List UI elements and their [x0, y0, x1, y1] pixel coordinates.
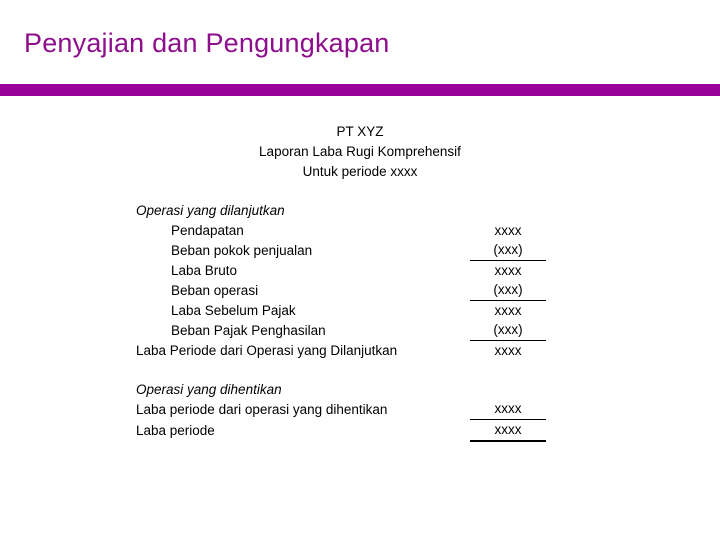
row-value-gross-profit: xxxx — [494, 263, 522, 278]
row-label-revenue: Pendapatan — [171, 223, 244, 238]
company-name: PT XYZ — [336, 124, 384, 139]
row-value-income-tax: (xxx) — [470, 320, 546, 341]
row-label-operating-expense: Beban operasi — [171, 283, 259, 298]
row-value-operating-expense: (xxx) — [470, 280, 546, 301]
row-label-period-profit: Laba periode — [136, 423, 215, 438]
section-heading-discontinued: Operasi yang dihentikan — [136, 382, 282, 397]
row-value-revenue: xxxx — [494, 223, 522, 238]
title-divider — [0, 84, 720, 96]
row-value-cogs: (xxx) — [470, 240, 546, 261]
row-label-gross-profit: Laba Bruto — [171, 263, 238, 278]
statement-name: Laporan Laba Rugi Komprehensif — [259, 144, 461, 159]
row-value-period-profit: xxxx — [470, 420, 546, 442]
statement-period: Untuk periode xxxx — [302, 164, 418, 179]
report-header — [0, 122, 720, 182]
row-label-discontinued-profit: Laba periode dari operasi yang dihentikan — [136, 402, 388, 417]
row-value-discontinued-profit: xxxx — [470, 399, 546, 420]
row-label-pretax-profit: Laba Sebelum Pajak — [171, 303, 296, 318]
row-value-continuing-profit: xxxx — [494, 343, 522, 358]
row-label-continuing-profit: Laba Periode dari Operasi yang Dilanjutkan — [136, 343, 398, 358]
row-label-cogs: Beban pokok penjualan — [171, 243, 313, 258]
row-label-income-tax: Beban Pajak Penghasilan — [171, 323, 326, 338]
slide-title: Penyajian dan Pengungkapan — [24, 28, 390, 58]
row-value-pretax-profit: xxxx — [494, 303, 522, 318]
section-heading-continuing: Operasi yang dilanjutkan — [136, 203, 285, 218]
